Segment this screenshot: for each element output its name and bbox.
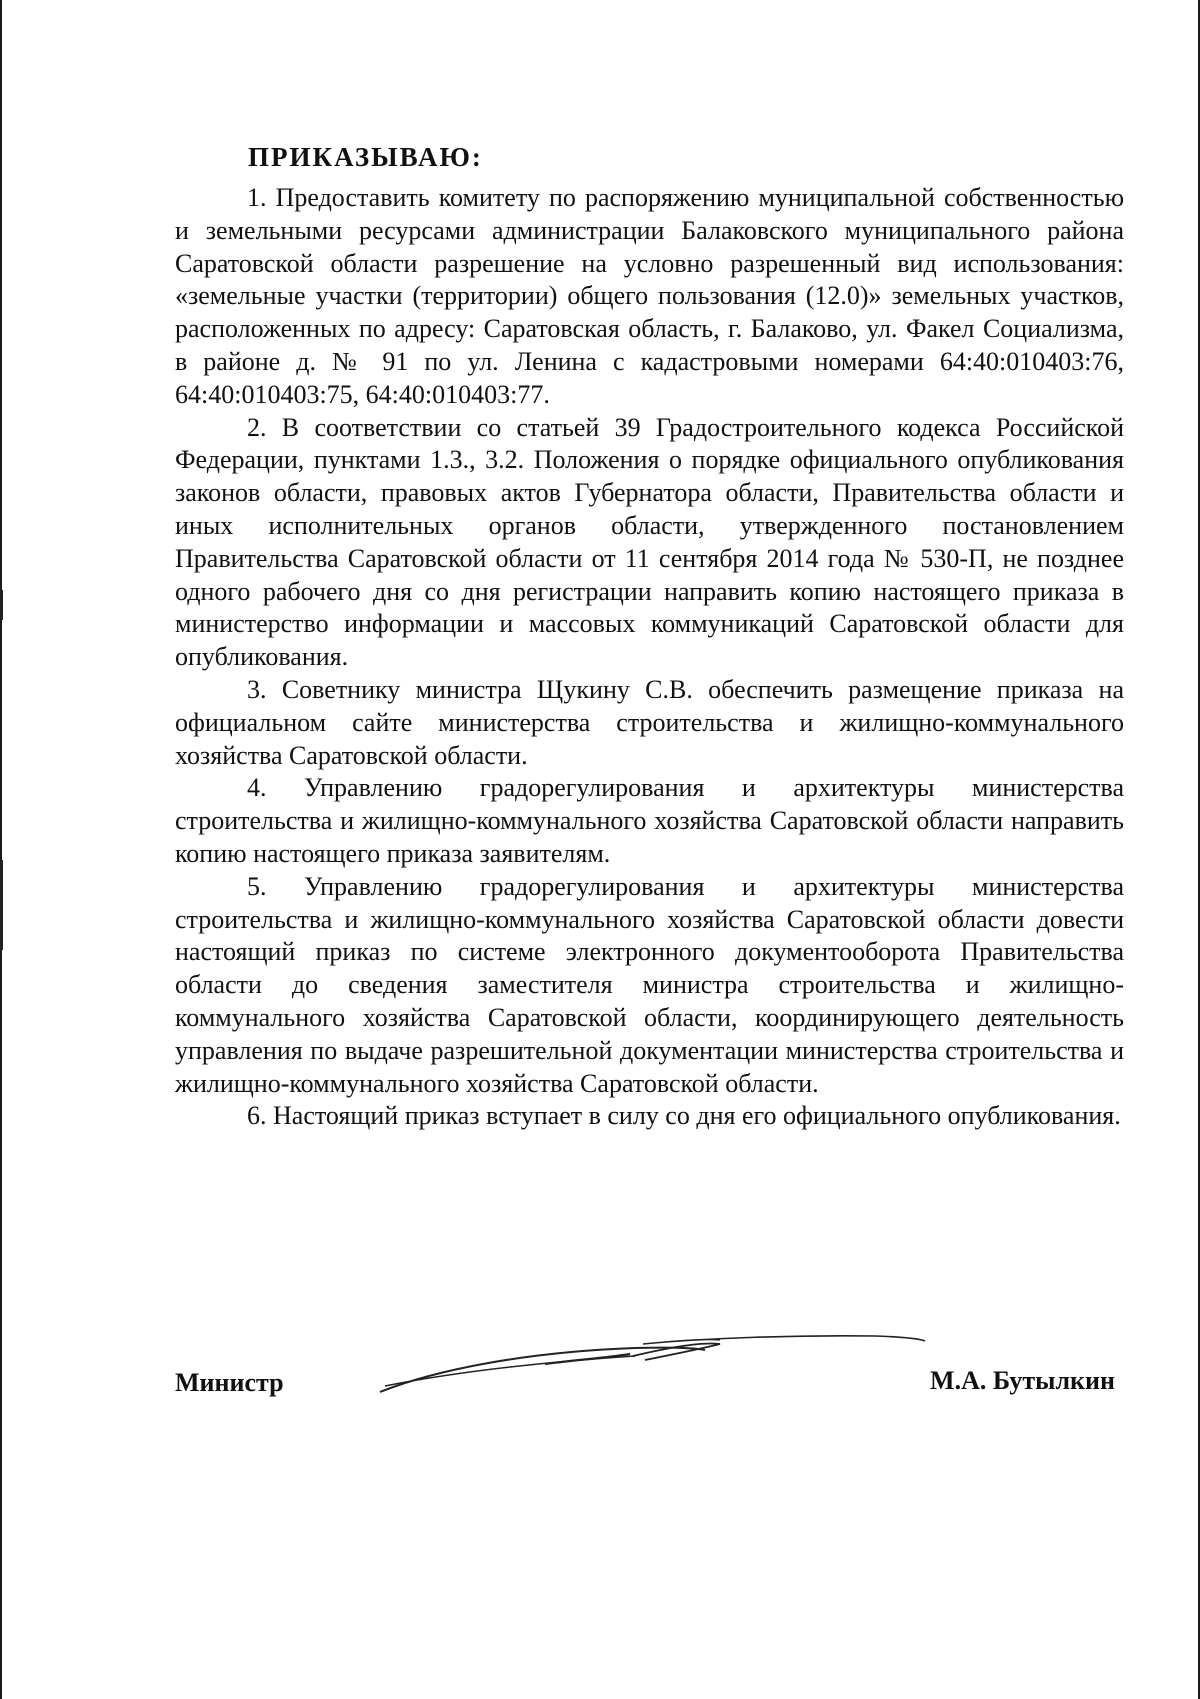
order-body: [175, 182, 1124, 1133]
order-paragraph-4: 4. Управлению градорегулирования и архитектуры министерства строительства и жилищно-коммунального хозяйства Саратовской области направить копию настоящего приказа заявителям.: [175, 773, 1124, 868]
scan-edge-left: [0, 0, 2, 1699]
order-paragraph-3: 3. Советнику министра Щукину С.В. обеспечить размещение приказа на официальном сайте министерства строительства и жилищно-коммунального хозяйства Саратовской области.: [175, 674, 1124, 770]
handwritten-signature: [375, 1330, 965, 1400]
order-paragraph-6: 6. Настоящий приказ вступает в силу со дня его официального опубликования.: [247, 1101, 1121, 1131]
order-paragraph-5: 5. Управлению градорегулирования и архитектуры министерства строительства и жилищно-коммунального хозяйства Саратовской области довести настоящий приказ по системе электронного документооборота Правительства области до сведения заместителя министра строительства и жилищно-коммунального хозяйства Саратовской области, координирующего деятельность управления по выдаче разрешительной документации министерства строительства и жилищно-коммунального хозяйства Саратовской области.: [175, 871, 1124, 1098]
signatory-title: Министр: [175, 1368, 284, 1397]
order-paragraph-2: 2. В соответствии со статьей 39 Градостроительного кодекса Российской Федерации, пунктами 1.3., 3.2. Положения о порядке официального опубликования законов области, правовых актов Губернатора области, Правительства области и иных исполнительных органов области, утвержденного постановлением Правительства Саратовской области от 11 сентября 2014 года № 530-П, не позднее одного рабочего дня со дня регистрации направить копию настоящего приказа в министерство информации и массовых коммуникаций Саратовской области для опубликования.: [175, 412, 1124, 672]
signature-block: [175, 1360, 1115, 1420]
scan-mark: [0, 860, 3, 950]
order-paragraph-1: 1. Предоставить комитету по распоряжению муниципальной собственностью и земельными ресурсами администрации Балаковского муниципального района Саратовской области разрешение на условно разрешенный вид использования: «земельные участки (территории) общего пользования (12.0)» земельных участков, расположенных по адресу: Саратовская область, г. Балаково, ул. Факел Социализма, в районе д. № 91 по ул. Ленина с кадастровыми номерами 64:40:010403:76, 64:40:010403:75, 64:40:010403:77.: [175, 183, 1124, 409]
signatory-name: М.А. Бутылкин: [930, 1366, 1115, 1395]
scan-mark: [0, 590, 3, 620]
order-heading: ПРИКАЗЫВАЮ:: [248, 142, 483, 172]
